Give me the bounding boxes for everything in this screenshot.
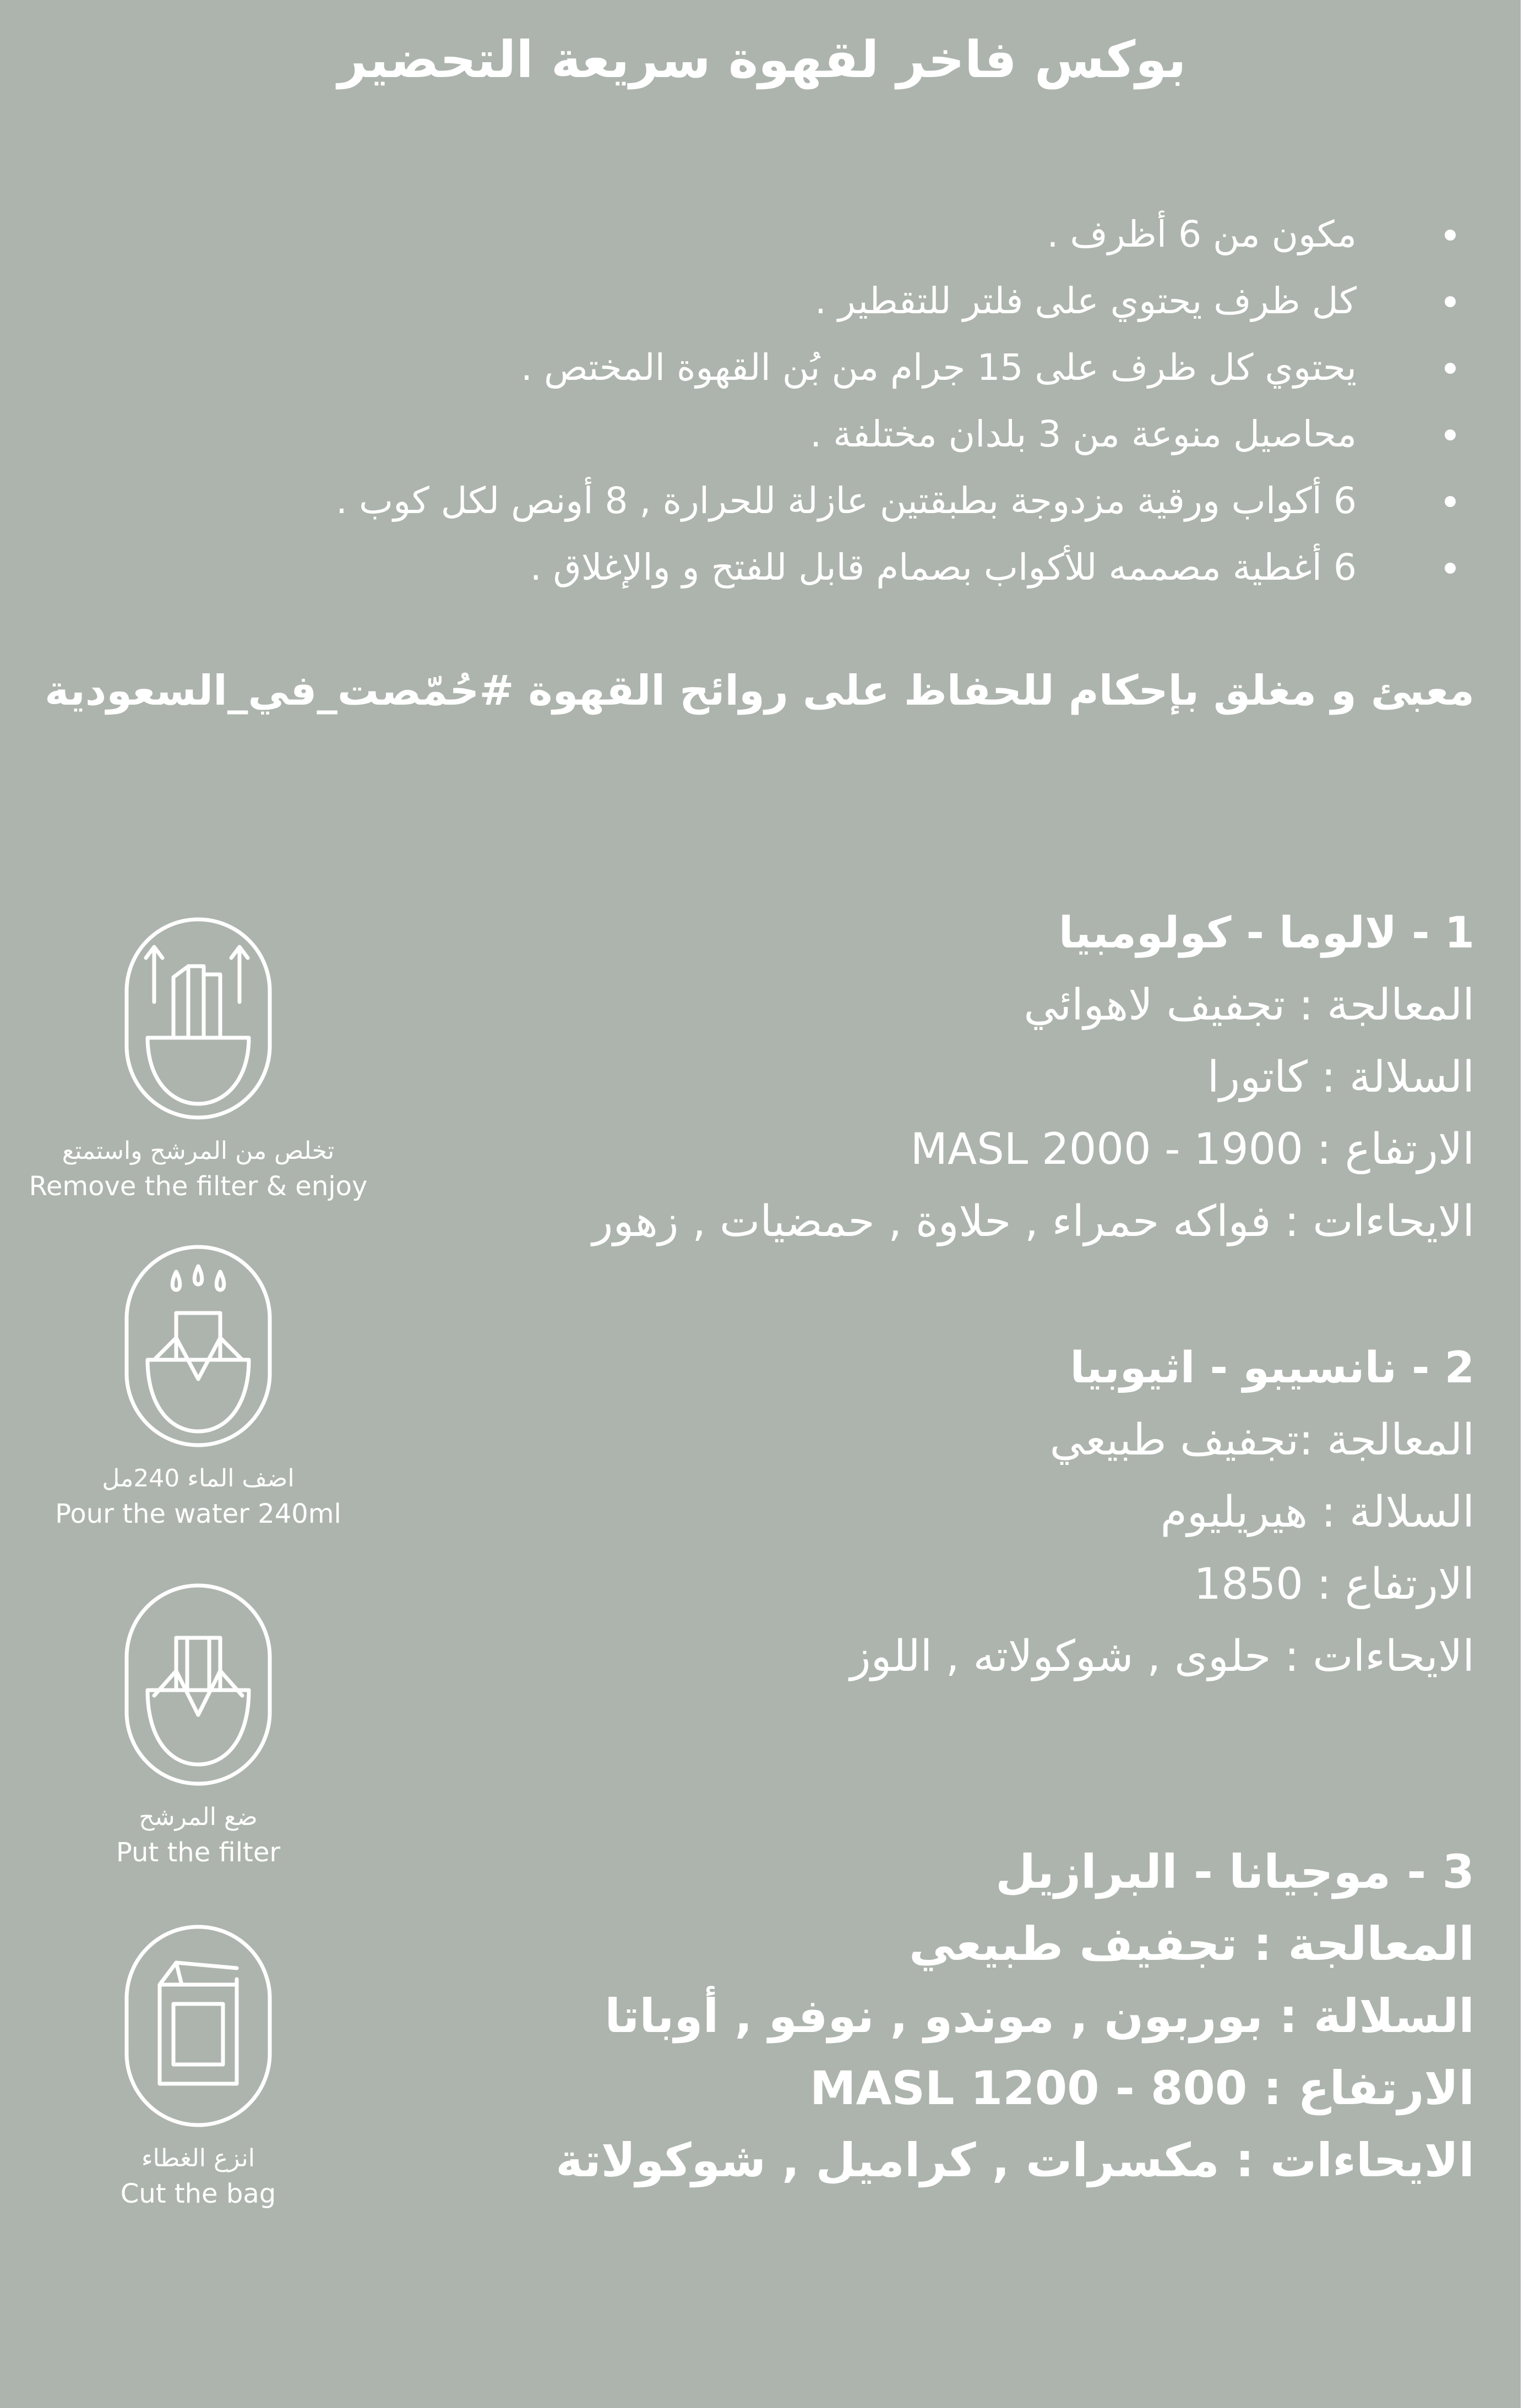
put-filter-icon — [121, 1580, 275, 1789]
step-label-en: Remove the filter & enjoy — [29, 1171, 368, 1202]
origin-variety: السلالة : بوربون , موندو , نوفو , أوباتا — [605, 1989, 1474, 2043]
step-label-ar: انزع الغطاء — [141, 2144, 255, 2172]
origin-altitude: الارتفاع : 1850 — [1194, 1560, 1474, 1609]
list-item — [107, 201, 1456, 268]
origin-brazil — [428, 1836, 1474, 2197]
pour-water-icon — [121, 1241, 275, 1451]
remove-filter-icon — [121, 914, 275, 1123]
step-cut-bag — [22, 1921, 374, 2212]
bullet-dot — [1445, 563, 1456, 574]
feature-text: 6 أغطية مصممه للأكواب بصمام قابل للفتح و والإغلاق . — [530, 546, 1357, 589]
step-label-en: Put the filter — [116, 1837, 281, 1868]
origin-altitude: الارتفاع : 1900 - 2000 MASL — [910, 1125, 1474, 1174]
origin-notes: الايحاءات : مكسرات , كراميل , شوكولاتة — [556, 2133, 1474, 2187]
step-label-ar: ضع المرشح — [139, 1803, 258, 1831]
list-item — [107, 534, 1456, 601]
step-put-filter — [22, 1580, 374, 1871]
feature-text: محاصيل منوعة من 3 بلدان مختلفة . — [810, 413, 1357, 455]
feature-list — [107, 201, 1456, 601]
origin-process: المعالجة : تجفيف طبيعي — [909, 1917, 1474, 1971]
bullet-dot — [1445, 363, 1456, 374]
step-label-en: Cut the bag — [120, 2178, 276, 2209]
origin-process: المعالجة :تجفيف طبيعي — [1049, 1415, 1474, 1465]
step-remove-filter — [22, 914, 374, 1205]
bullet-dot — [1445, 429, 1456, 440]
bullet-dot — [1445, 296, 1456, 307]
bullet-dot — [1445, 496, 1456, 507]
origin-heading: 1 - لالوما - كولومبيا — [1058, 908, 1474, 958]
cut-bag-icon — [121, 1921, 275, 2131]
origin-process: المعالجة : تجفيف لاهوائي — [1024, 980, 1474, 1030]
step-label-ar: اضف الماء 240مل — [102, 1464, 295, 1492]
origin-notes: الايحاءات : حلوى , شوكولاته , اللوز — [850, 1632, 1474, 1681]
step-label-ar: تخلص من المرشح واستمتع — [62, 1137, 335, 1165]
step-pour-water — [22, 1241, 374, 1532]
page-title: بوكس فاخر لقهوة سريعة التحضير — [338, 30, 1186, 89]
list-item — [107, 401, 1456, 467]
sealed-statement: معبئ و مغلق بإحكام للحفاظ على روائح القهوة #حُمّصت_في_السعودية — [45, 666, 1474, 715]
edge-strip — [1521, 0, 1524, 2408]
origin-notes: الايحاءات : فواكه حمراء , حلاوة , حمضيات , زهور — [592, 1197, 1474, 1246]
list-item — [107, 334, 1456, 401]
origin-heading: 3 - موجيانا - البرازيل — [995, 1845, 1474, 1899]
feature-text: يحتوي كل ظرف على 15 جرام من بُن القهوة المختص . — [521, 346, 1357, 389]
origin-variety: السلالة : هيريليوم — [1160, 1488, 1474, 1537]
origin-altitude: الارتفاع : 800 - 1200 MASL — [809, 2061, 1474, 2115]
feature-text: 6 أكواب ورقية مزدوجة بطبقتين عازلة للحرارة , 8 أونص لكل كوب . — [336, 480, 1357, 522]
origin-ethiopia — [428, 1332, 1474, 1693]
origin-colombia — [428, 897, 1474, 1258]
origin-heading: 2 - نانسيبو - اثيوبيا — [1070, 1343, 1474, 1393]
step-label-en: Pour the water 240ml — [55, 1499, 341, 1529]
origin-variety: السلالة : كاتورا — [1207, 1053, 1474, 1102]
bullet-dot — [1445, 230, 1456, 241]
feature-text: كل ظرف يحتوي على فلتر للتقطير . — [815, 280, 1357, 322]
feature-text: مكون من 6 أظرف . — [1047, 213, 1357, 255]
list-item — [107, 268, 1456, 334]
list-item — [107, 467, 1456, 534]
